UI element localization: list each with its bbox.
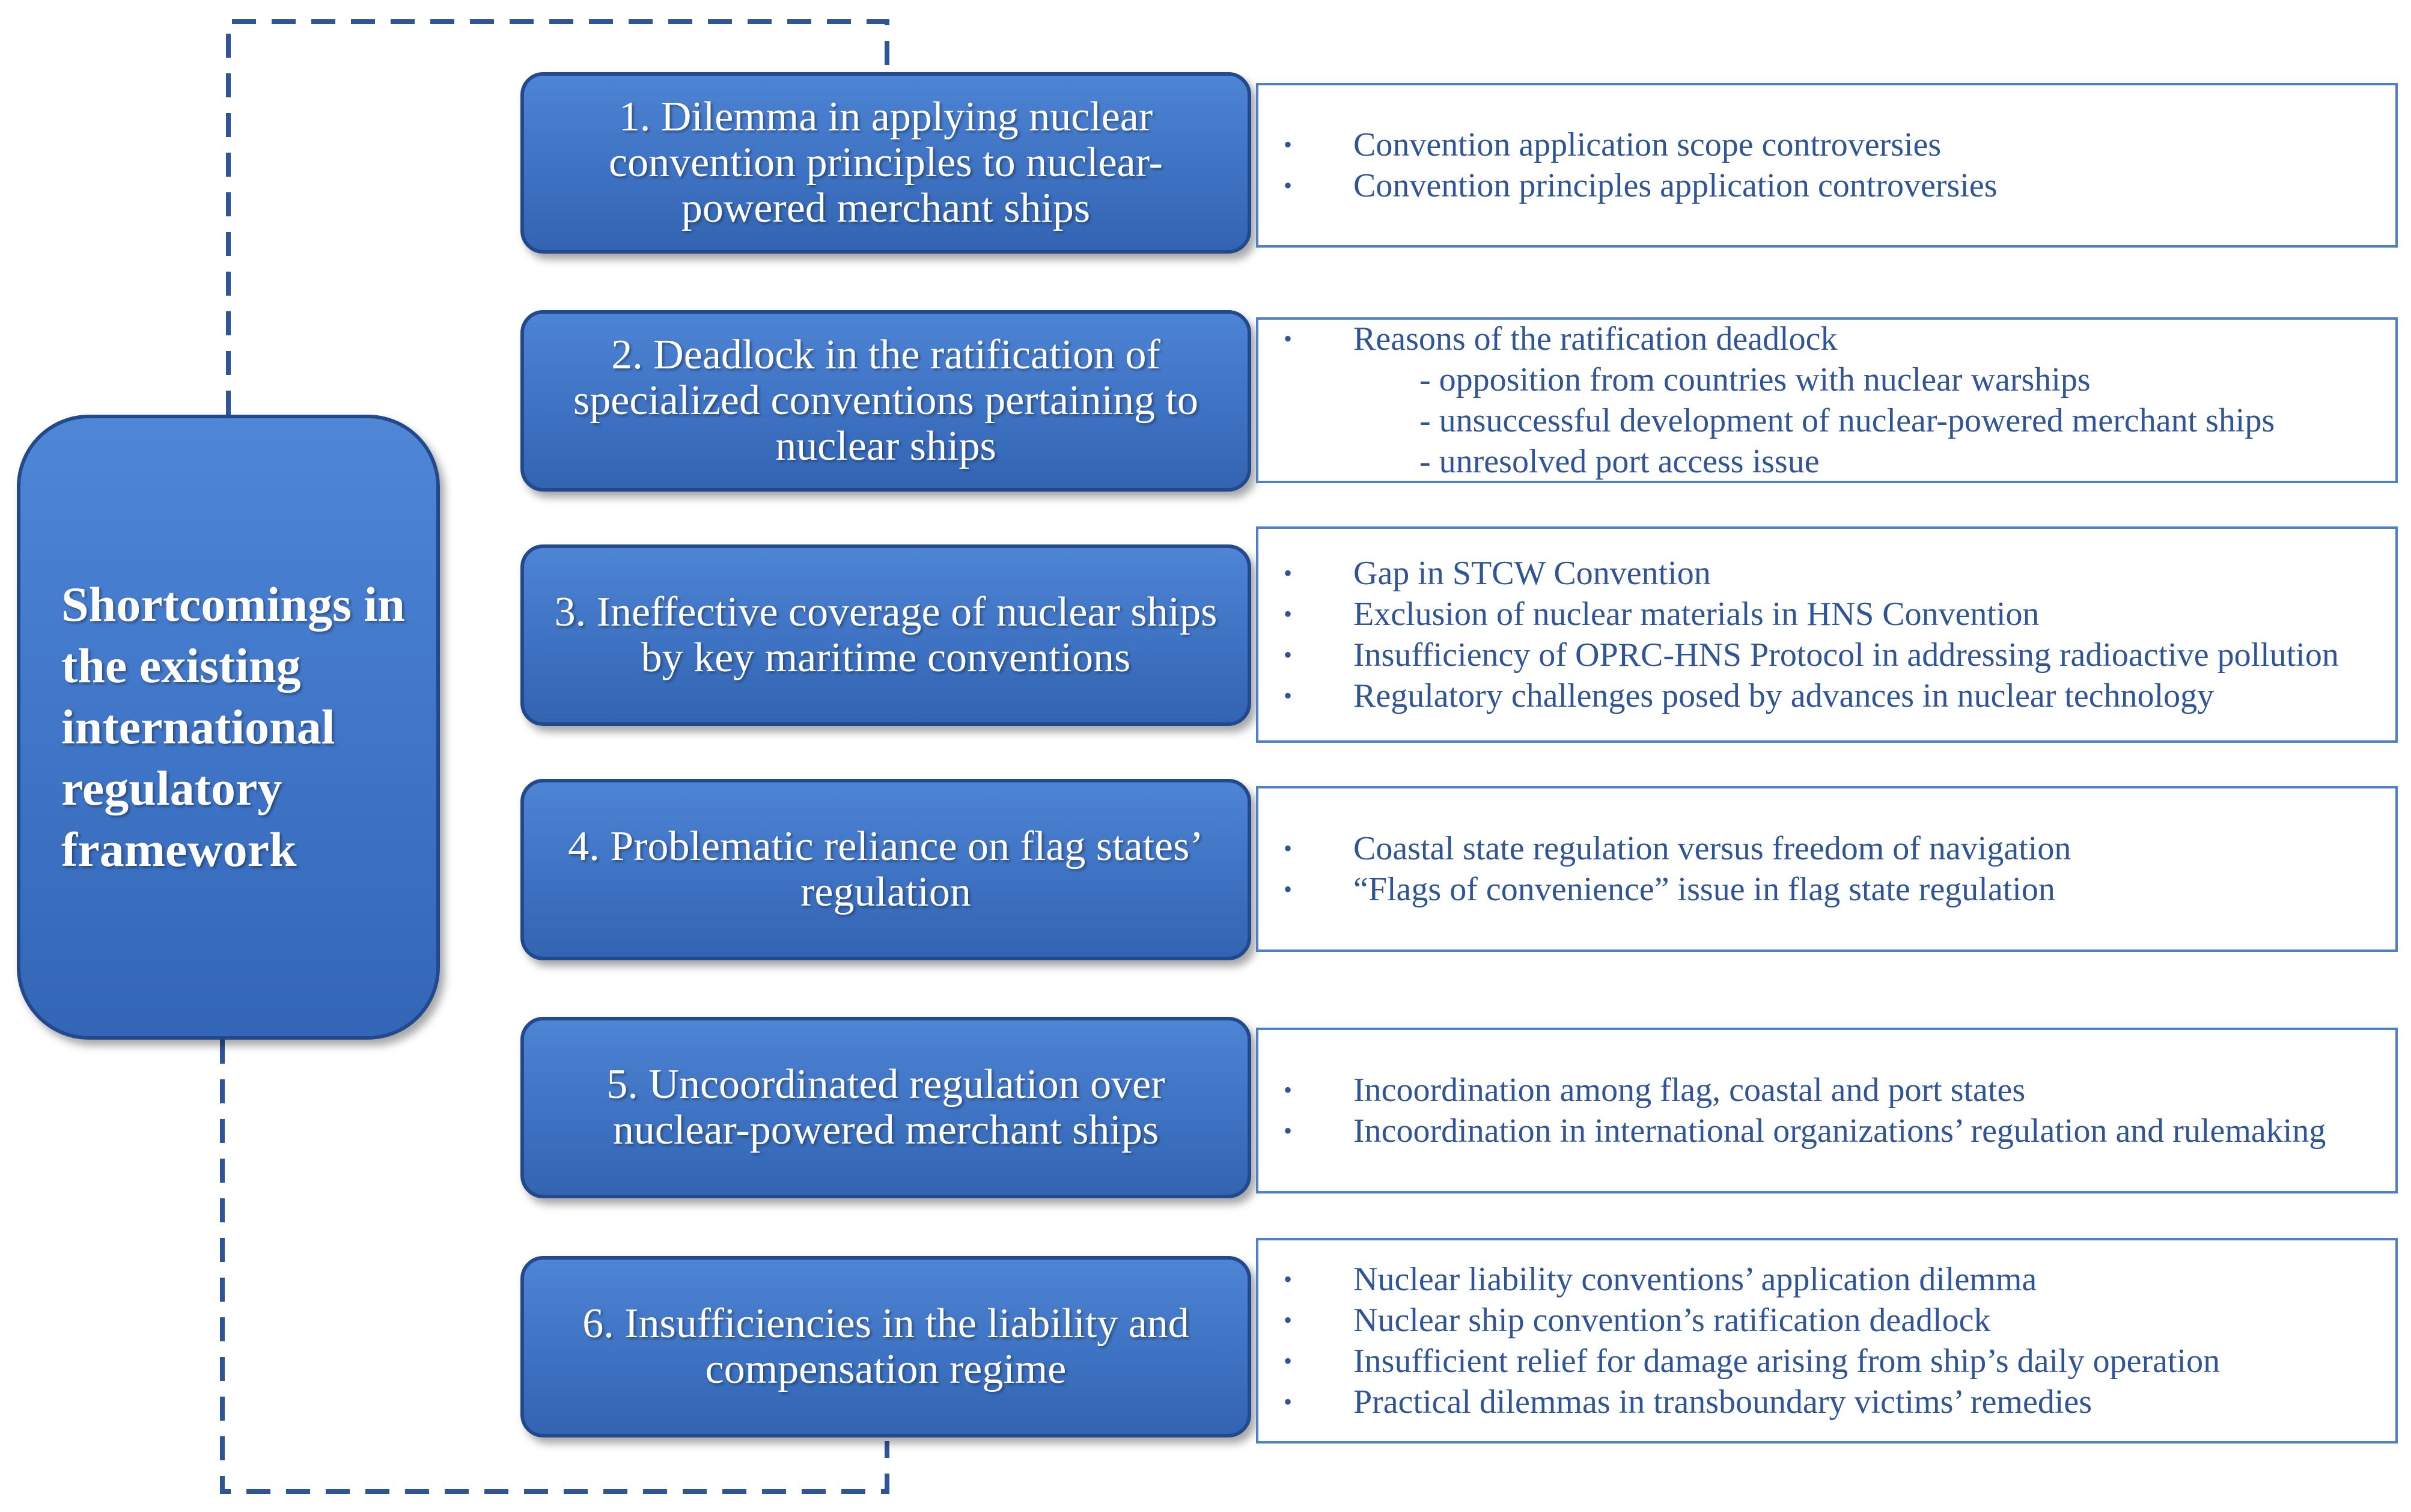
detail-text: Incoordination in international organizations’ regulation and rulemaking	[1353, 1112, 2326, 1150]
bullet-icon: •	[1284, 131, 1293, 158]
main-topic-box	[17, 415, 440, 1040]
detail-list-1	[1275, 124, 2377, 206]
bullet-icon: •	[1284, 876, 1293, 903]
category-title-6: 6. Insufficiencies in the liability and compensation regime	[582, 1300, 1189, 1392]
detail-list-4	[1275, 828, 2377, 910]
detail-text: Gap in STCW Convention	[1353, 555, 1711, 592]
detail-item	[1275, 124, 2377, 165]
detail-box-1	[1256, 83, 2398, 248]
detail-item	[1275, 1300, 2377, 1341]
bullet-icon: •	[1284, 325, 1293, 352]
detail-text: Incoordination among flag, coastal and port states	[1353, 1072, 2026, 1109]
detail-text: Coastal state regulation versus freedom of navigation	[1353, 830, 2071, 867]
detail-box-4	[1256, 786, 2398, 952]
bullet-icon: •	[1284, 559, 1293, 587]
detail-item	[1275, 1341, 2377, 1382]
detail-text: Exclusion of nuclear materials in HNS Convention	[1353, 596, 2040, 633]
bullet-icon: •	[1284, 600, 1293, 627]
bullet-icon: •	[1284, 835, 1293, 862]
bullet-icon: •	[1284, 641, 1293, 668]
detail-item	[1275, 319, 2377, 359]
detail-subitem: - opposition from countries with nuclear warships	[1419, 361, 2091, 398]
detail-list-6	[1275, 1259, 2377, 1422]
category-box-3	[520, 544, 1251, 726]
detail-text: Insufficient relief for damage arising from ship’s daily operation	[1353, 1343, 2220, 1380]
category-box-2	[520, 310, 1251, 492]
detail-list-5	[1275, 1070, 2377, 1151]
detail-subitem: - unsuccessful development of nuclear-powered merchant ships	[1419, 402, 2275, 439]
detail-box-5	[1256, 1028, 2398, 1193]
category-title-4: 4. Problematic reliance on flag states’ regulation	[568, 823, 1204, 915]
bullet-icon: •	[1284, 682, 1293, 709]
bullet-icon: •	[1284, 1117, 1293, 1144]
detail-text: Nuclear ship convention’s ratification deadlock	[1353, 1302, 1991, 1339]
detail-item	[1275, 828, 2377, 869]
detail-text: Insufficiency of OPRC-HNS Protocol in addressing radioactive pollution	[1353, 636, 2339, 674]
category-box-1	[520, 72, 1251, 254]
bullet-icon: •	[1284, 172, 1293, 199]
detail-text: Nuclear liability conventions’ application dilemma	[1353, 1261, 2037, 1298]
category-title-5: 5. Uncoordinated regulation over nuclear-powered merchant ships	[606, 1061, 1165, 1153]
detail-box-6	[1256, 1238, 2398, 1443]
detail-item	[1275, 869, 2377, 910]
detail-item	[1275, 1382, 2377, 1422]
detail-text: “Flags of convenience” issue in flag state regulation	[1353, 871, 2055, 908]
detail-item	[1275, 635, 2377, 675]
detail-text: Practical dilemmas in transboundary victims’ remedies	[1353, 1383, 2092, 1421]
detail-box-2	[1256, 317, 2398, 483]
category-title-2: 2. Deadlock in the ratification of specialized conventions pertaining to nuclear ships	[573, 332, 1198, 469]
detail-item	[1275, 1111, 2377, 1151]
detail-item	[1275, 553, 2377, 594]
detail-list-3	[1275, 553, 2377, 716]
bullet-icon: •	[1284, 1347, 1293, 1374]
detail-item	[1275, 1070, 2377, 1111]
bullet-icon: •	[1284, 1388, 1293, 1415]
detail-list-2	[1275, 319, 2377, 482]
detail-box-3	[1256, 526, 2398, 743]
category-box-6	[520, 1256, 1251, 1437]
detail-item	[1275, 594, 2377, 635]
detail-item	[1275, 165, 2377, 206]
category-box-5	[520, 1017, 1251, 1198]
detail-text: Convention application scope controversies	[1353, 126, 1942, 163]
main-topic-title: Shortcomings in the existing international regulatory framework	[61, 577, 405, 877]
detail-text: Convention principles application controversies	[1353, 167, 1998, 204]
bullet-icon: •	[1284, 1076, 1293, 1103]
category-title-3: 3. Ineffective coverage of nuclear ships by key maritime conventions	[554, 589, 1218, 681]
category-box-4	[520, 779, 1251, 960]
detail-subitem: - unresolved port access issue	[1419, 443, 1820, 480]
detail-item	[1275, 675, 2377, 716]
detail-text: Reasons of the ratification deadlock	[1353, 320, 1838, 358]
bullet-icon: •	[1284, 1306, 1293, 1334]
category-title-1: 1. Dilemma in applying nuclear convention principles to nuclear-powered merchant ships	[609, 94, 1163, 231]
bullet-icon: •	[1284, 1266, 1293, 1293]
detail-text: Regulatory challenges posed by advances in nuclear technology	[1353, 677, 2214, 715]
detail-item	[1275, 1259, 2377, 1300]
